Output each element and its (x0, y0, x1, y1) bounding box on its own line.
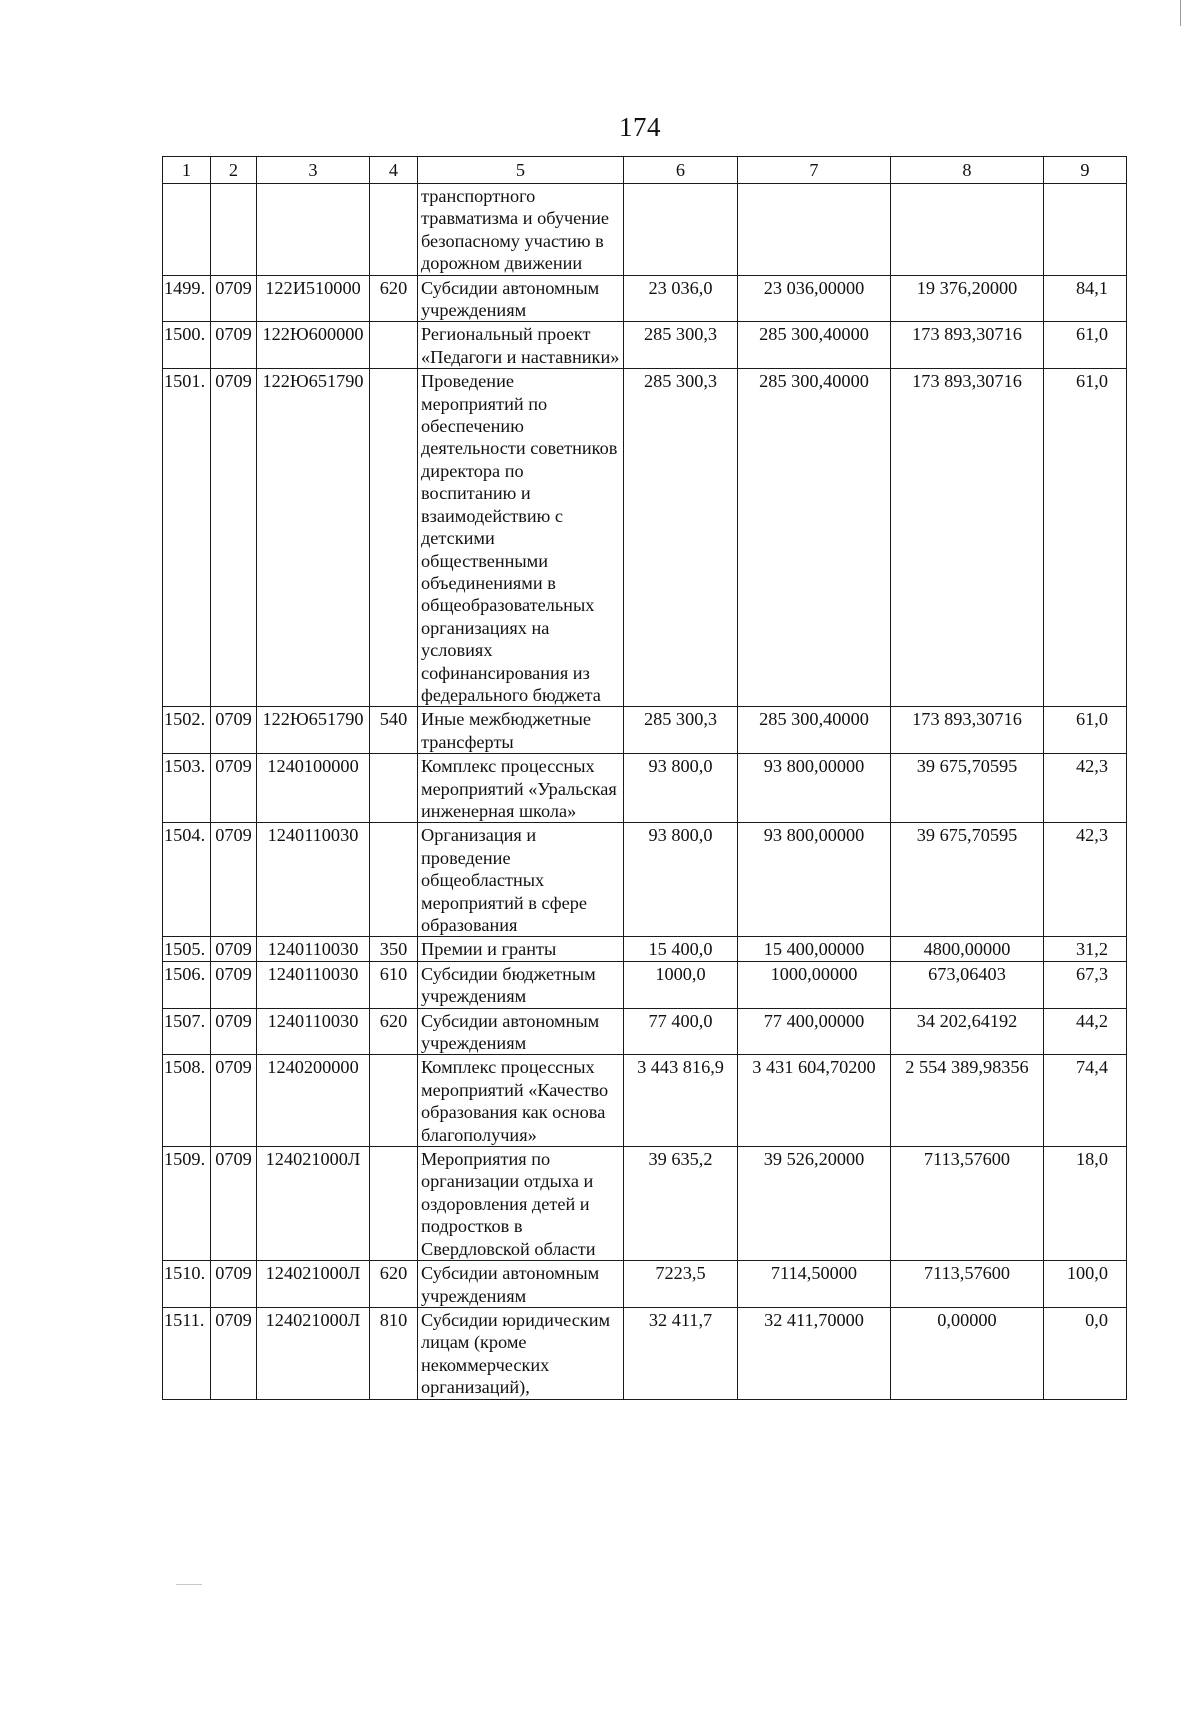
row-number: 1511. (163, 1307, 211, 1399)
approved-amount: 285 300,3 (624, 707, 738, 754)
table-row (163, 369, 1127, 707)
execution-percent (1044, 184, 1127, 276)
table-row (163, 961, 1127, 1008)
item-name: Премии и гранты (418, 937, 624, 961)
table-row (163, 275, 1127, 322)
executed-amount: 0,00000 (891, 1307, 1044, 1399)
expense-type (370, 1055, 418, 1147)
target-code: 122Ю600000 (257, 322, 370, 369)
executed-amount: 19 376,20000 (891, 275, 1044, 322)
budget-amount: 3 431 604,70200 (738, 1055, 891, 1147)
execution-percent: 61,0 (1044, 322, 1127, 369)
expense-type: 620 (370, 275, 418, 322)
executed-amount: 39 675,70595 (891, 823, 1044, 937)
expense-type (370, 754, 418, 823)
row-number: 1509. (163, 1147, 211, 1261)
approved-amount: 285 300,3 (624, 322, 738, 369)
expense-type: 810 (370, 1307, 418, 1399)
execution-percent: 0,0 (1044, 1307, 1127, 1399)
table-row (163, 754, 1127, 823)
table-row (163, 1147, 1127, 1261)
item-name: Субсидии автономным учреждениям (418, 1261, 624, 1308)
table-row (163, 707, 1127, 754)
target-code: 124021000Л (257, 1307, 370, 1399)
target-code: 124021000Л (257, 1147, 370, 1261)
section-code: 0709 (211, 322, 257, 369)
table-row (163, 1261, 1127, 1308)
execution-percent: 18,0 (1044, 1147, 1127, 1261)
expense-type (370, 1147, 418, 1261)
approved-amount: 3 443 816,9 (624, 1055, 738, 1147)
execution-percent: 67,3 (1044, 961, 1127, 1008)
expense-type: 620 (370, 1261, 418, 1308)
approved-amount: 77 400,0 (624, 1008, 738, 1055)
expense-type (370, 184, 418, 276)
target-code: 1240200000 (257, 1055, 370, 1147)
approved-amount: 7223,5 (624, 1261, 738, 1308)
table-row (163, 1307, 1127, 1399)
item-name: транспортного травматизма и обучение безопасному участию в дорожном движении (418, 184, 624, 276)
execution-percent: 100,0 (1044, 1261, 1127, 1308)
expense-type: 350 (370, 937, 418, 961)
budget-amount: 23 036,00000 (738, 275, 891, 322)
budget-amount: 77 400,00000 (738, 1008, 891, 1055)
approved-amount: 285 300,3 (624, 369, 738, 707)
item-name: Региональный проект «Педагоги и наставники» (418, 322, 624, 369)
expense-type: 620 (370, 1008, 418, 1055)
expense-type: 540 (370, 707, 418, 754)
table-row (163, 823, 1127, 937)
row-number: 1502. (163, 707, 211, 754)
executed-amount: 2 554 389,98356 (891, 1055, 1044, 1147)
section-code: 0709 (211, 275, 257, 322)
budget-amount: 1000,00000 (738, 961, 891, 1008)
page-number: 174 (619, 112, 661, 142)
budget-amount: 7114,50000 (738, 1261, 891, 1308)
execution-percent: 74,4 (1044, 1055, 1127, 1147)
budget-amount: 32 411,70000 (738, 1307, 891, 1399)
execution-percent: 31,2 (1044, 937, 1127, 961)
target-code: 1240110030 (257, 823, 370, 937)
budget-amount: 285 300,40000 (738, 707, 891, 754)
executed-amount: 7113,57600 (891, 1147, 1044, 1261)
scan-artifact (176, 1584, 202, 1585)
target-code: 122И510000 (257, 275, 370, 322)
expense-type (370, 322, 418, 369)
budget-table (162, 156, 1127, 1400)
item-name: Комплекс процессных мероприятий «Уральская инженерная школа» (418, 754, 624, 823)
approved-amount: 15 400,0 (624, 937, 738, 961)
executed-amount: 173 893,30716 (891, 707, 1044, 754)
item-name: Субсидии юридическим лицам (кроме некоммерческих организаций), (418, 1307, 624, 1399)
row-number: 1505. (163, 937, 211, 961)
approved-amount: 93 800,0 (624, 823, 738, 937)
row-number: 1506. (163, 961, 211, 1008)
section-code: 0709 (211, 754, 257, 823)
table-row (163, 184, 1127, 276)
item-name: Комплекс процессных мероприятий «Качество образования как основа благополучия» (418, 1055, 624, 1147)
approved-amount: 32 411,7 (624, 1307, 738, 1399)
budget-amount: 39 526,20000 (738, 1147, 891, 1261)
header-cell: 4 (370, 157, 418, 184)
target-code: 1240110030 (257, 1008, 370, 1055)
execution-percent: 42,3 (1044, 823, 1127, 937)
table-row (163, 322, 1127, 369)
row-number: 1507. (163, 1008, 211, 1055)
table-row (163, 1055, 1127, 1147)
item-name: Иные межбюджетные трансферты (418, 707, 624, 754)
row-number: 1503. (163, 754, 211, 823)
section-code: 0709 (211, 1147, 257, 1261)
table-body (163, 157, 1127, 1400)
executed-amount: 7113,57600 (891, 1261, 1044, 1308)
section-code: 0709 (211, 1307, 257, 1399)
section-code: 0709 (211, 937, 257, 961)
header-row (163, 157, 1127, 184)
approved-amount: 1000,0 (624, 961, 738, 1008)
section-code: 0709 (211, 961, 257, 1008)
item-name: Мероприятия по организации отдыха и оздоровления детей и подростков в Свердловской области (418, 1147, 624, 1261)
header-cell: 5 (418, 157, 624, 184)
executed-amount: 34 202,64192 (891, 1008, 1044, 1055)
execution-percent: 84,1 (1044, 275, 1127, 322)
approved-amount: 93 800,0 (624, 754, 738, 823)
target-code: 124021000Л (257, 1261, 370, 1308)
budget-amount: 93 800,00000 (738, 823, 891, 937)
item-name: Субсидии автономным учреждениям (418, 275, 624, 322)
approved-amount: 39 635,2 (624, 1147, 738, 1261)
header-cell: 1 (163, 157, 211, 184)
target-code: 1240110030 (257, 961, 370, 1008)
header-cell: 8 (891, 157, 1044, 184)
row-number: 1504. (163, 823, 211, 937)
target-code: 122Ю651790 (257, 707, 370, 754)
execution-percent: 44,2 (1044, 1008, 1127, 1055)
row-number: 1501. (163, 369, 211, 707)
executed-amount: 39 675,70595 (891, 754, 1044, 823)
expense-type (370, 369, 418, 707)
row-number: 1510. (163, 1261, 211, 1308)
section-code: 0709 (211, 823, 257, 937)
executed-amount: 173 893,30716 (891, 369, 1044, 707)
row-number: 1508. (163, 1055, 211, 1147)
item-name: Субсидии автономным учреждениям (418, 1008, 624, 1055)
expense-type (370, 823, 418, 937)
header-cell: 6 (624, 157, 738, 184)
approved-amount (624, 184, 738, 276)
row-number: 1500. (163, 322, 211, 369)
section-code: 0709 (211, 369, 257, 707)
table-row (163, 1008, 1127, 1055)
budget-amount: 285 300,40000 (738, 369, 891, 707)
approved-amount: 23 036,0 (624, 275, 738, 322)
executed-amount: 673,06403 (891, 961, 1044, 1008)
item-name: Проведение мероприятий по обеспечению деятельности советников директора по воспитанию и взаимодействию с детскими общественными объединениями в общеобразовательных организациях на условиях софинансирования из федерального бюджета (418, 369, 624, 707)
budget-amount: 15 400,00000 (738, 937, 891, 961)
row-number: 1499. (163, 275, 211, 322)
header-cell: 7 (738, 157, 891, 184)
section-code: 0709 (211, 1008, 257, 1055)
executed-amount: 173 893,30716 (891, 322, 1044, 369)
header-cell: 9 (1044, 157, 1127, 184)
header-cell: 2 (211, 157, 257, 184)
target-code: 122Ю651790 (257, 369, 370, 707)
section-code: 0709 (211, 1055, 257, 1147)
target-code: 1240100000 (257, 754, 370, 823)
section-code: 0709 (211, 1261, 257, 1308)
execution-percent: 61,0 (1044, 369, 1127, 707)
table-row (163, 937, 1127, 961)
budget-amount: 93 800,00000 (738, 754, 891, 823)
item-name: Организация и проведение общеобластных мероприятий в сфере образования (418, 823, 624, 937)
execution-percent: 42,3 (1044, 754, 1127, 823)
scan-edge-mark (1180, 0, 1181, 26)
budget-amount: 285 300,40000 (738, 322, 891, 369)
executed-amount: 4800,00000 (891, 937, 1044, 961)
section-code (211, 184, 257, 276)
execution-percent: 61,0 (1044, 707, 1127, 754)
budget-amount (738, 184, 891, 276)
executed-amount (891, 184, 1044, 276)
section-code: 0709 (211, 707, 257, 754)
item-name: Субсидии бюджетным учреждениям (418, 961, 624, 1008)
row-number (163, 184, 211, 276)
target-code: 1240110030 (257, 937, 370, 961)
header-cell: 3 (257, 157, 370, 184)
expense-type: 610 (370, 961, 418, 1008)
target-code (257, 184, 370, 276)
